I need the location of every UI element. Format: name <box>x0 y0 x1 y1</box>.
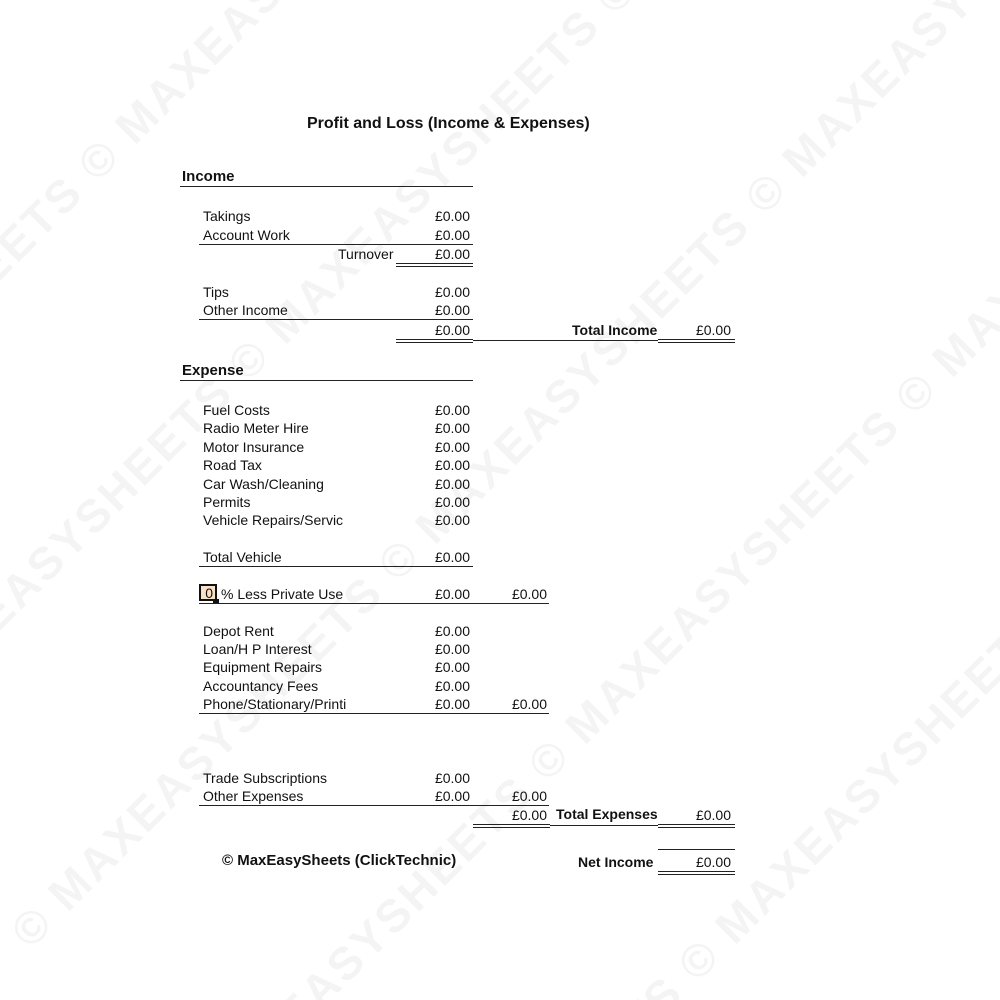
divider <box>658 874 735 875</box>
row-value[interactable]: £0.00 <box>434 439 470 455</box>
net-income-value: £0.00 <box>695 854 731 870</box>
row-value[interactable]: £0.00 <box>434 770 470 786</box>
divider <box>396 263 473 264</box>
row-label: Account Work <box>203 227 290 243</box>
private-use-label: % Less Private Use <box>221 586 344 602</box>
divider <box>658 827 735 828</box>
row-label: Vehicle Repairs/Servic <box>203 512 344 528</box>
row-value[interactable]: £0.00 <box>434 302 470 318</box>
row-value[interactable]: £0.00 <box>434 788 470 804</box>
row-label: Depot Rent <box>203 623 274 639</box>
row-label: Fuel Costs <box>203 402 270 418</box>
copyright-text: © MaxEasySheets (ClickTechnic) <box>222 852 457 869</box>
row-value[interactable]: £0.00 <box>434 208 470 224</box>
divider <box>550 825 658 826</box>
row-value[interactable]: £0.00 <box>434 623 470 639</box>
net-income-label: Net Income <box>578 854 654 870</box>
divider <box>199 713 549 714</box>
row-value[interactable]: £0.00 <box>434 457 470 473</box>
row-label: Permits <box>203 494 251 510</box>
divider <box>396 266 473 267</box>
divider <box>473 827 550 828</box>
divider <box>180 380 473 381</box>
divider <box>199 805 549 806</box>
row-label: Motor Insurance <box>203 439 305 455</box>
divider <box>180 186 473 187</box>
private-use-percent-input[interactable]: 0 <box>199 584 217 601</box>
divider <box>658 342 735 343</box>
other-subtotal: £0.00 <box>511 788 547 804</box>
divider <box>199 319 473 320</box>
row-value[interactable]: £0.00 <box>434 227 470 243</box>
expense-grand-subtotal: £0.00 <box>511 807 547 823</box>
row-label: Equipment Repairs <box>203 659 323 675</box>
business-subtotal: £0.00 <box>511 696 547 712</box>
row-label: Loan/H P Interest <box>203 641 312 657</box>
divider <box>658 339 735 340</box>
row-label: Accountancy Fees <box>203 678 319 694</box>
total-vehicle-value: £0.00 <box>434 549 470 565</box>
row-value[interactable]: £0.00 <box>434 678 470 694</box>
row-value[interactable]: £0.00 <box>434 659 470 675</box>
divider <box>658 824 735 825</box>
row-label: Trade Subscriptions <box>203 770 327 786</box>
row-label: Other Income <box>203 302 288 318</box>
total-expenses-label: Total Expenses <box>556 806 658 822</box>
row-label: Radio Meter Hire <box>203 420 309 436</box>
income-heading: Income <box>182 168 235 185</box>
row-value[interactable]: £0.00 <box>434 512 470 528</box>
turnover-label: Turnover <box>338 246 394 262</box>
row-label: Phone/Stationary/Printi <box>203 696 347 712</box>
row-value[interactable]: £0.00 <box>434 494 470 510</box>
divider <box>473 340 658 341</box>
row-label: Tips <box>203 284 229 300</box>
private-use-value: £0.00 <box>434 586 470 602</box>
divider <box>396 342 473 343</box>
divider <box>199 603 549 604</box>
page-title: Profit and Loss (Income & Expenses) <box>307 115 590 132</box>
row-value[interactable]: £0.00 <box>434 420 470 436</box>
total-income-value: £0.00 <box>695 322 731 338</box>
row-label: Road Tax <box>203 457 262 473</box>
row-value[interactable]: £0.00 <box>434 476 470 492</box>
row-label: Car Wash/Cleaning <box>203 476 324 492</box>
income-subtotal: £0.00 <box>434 322 470 338</box>
divider <box>658 871 735 872</box>
row-value[interactable]: £0.00 <box>434 696 470 712</box>
private-use-net: £0.00 <box>511 586 547 602</box>
row-label: Takings <box>203 208 251 224</box>
divider <box>658 849 735 850</box>
row-value[interactable]: £0.00 <box>434 641 470 657</box>
total-income-label: Total Income <box>572 322 658 338</box>
row-label: Other Expenses <box>203 788 304 804</box>
row-value[interactable]: £0.00 <box>434 284 470 300</box>
divider <box>199 244 473 245</box>
divider <box>396 339 473 340</box>
expense-heading: Expense <box>182 362 244 379</box>
row-value[interactable]: £0.00 <box>434 402 470 418</box>
total-expenses-value: £0.00 <box>695 807 731 823</box>
turnover-value: £0.00 <box>434 246 470 262</box>
total-vehicle-label: Total Vehicle <box>203 549 282 565</box>
divider <box>199 566 473 567</box>
divider <box>473 824 550 825</box>
